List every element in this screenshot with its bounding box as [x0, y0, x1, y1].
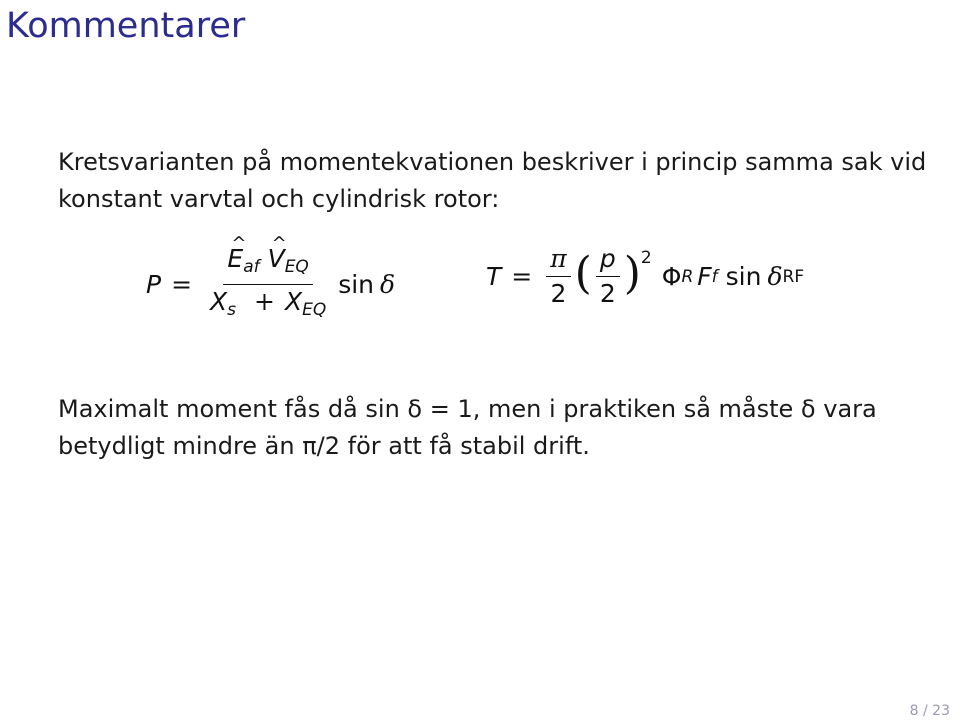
plus-sign: +: [253, 287, 275, 316]
squared-exponent: 2: [640, 248, 652, 268]
intro-paragraph: Kretsvarianten på momentekvationen beskriver i princip samma sak vid konstant varvtal och cylindrisk rotor:: [58, 148, 927, 213]
power-denominator: [206, 285, 330, 325]
pole-denominator: 2: [599, 279, 616, 308]
pi-denominator: 2: [550, 279, 567, 308]
flux-subscript: R: [681, 266, 694, 287]
voltage-subscript: EQ: [284, 257, 309, 277]
conclusion-paragraph: Maximalt moment fås då sin δ = 1, men i praktiken så måste δ vara betydligt mindre än π/2 för att få stabil drift.: [58, 395, 877, 460]
pi-fraction: [546, 244, 570, 309]
delta-subscript: RF: [782, 266, 805, 287]
sin-function: sin: [725, 262, 762, 291]
pole-numerator: p: [596, 244, 620, 277]
reactance-eq-subscript: EQ: [302, 300, 327, 320]
delta-symbol: δ: [380, 270, 396, 299]
equals-sign: =: [171, 270, 193, 299]
power-numerator: [223, 244, 312, 285]
sin-function: sin: [338, 270, 375, 299]
emf-subscript: af: [243, 257, 260, 277]
delta-symbol: δ: [767, 262, 783, 291]
reactance-s-subscript: s: [227, 300, 237, 320]
left-paren: (: [574, 247, 592, 299]
torque-lhs: T: [486, 262, 502, 291]
right-paren: ): [623, 247, 641, 299]
force-symbol: F: [697, 262, 712, 291]
power-lhs: P: [146, 270, 162, 299]
force-subscript: f: [711, 266, 718, 287]
torque-formula: [486, 244, 804, 309]
reactance-s-symbol: X: [210, 287, 228, 316]
power-formula: [146, 244, 395, 325]
power-fraction: [206, 244, 330, 325]
equals-sign: =: [511, 262, 533, 291]
slide-title: Kommentarer: [6, 6, 246, 46]
slide-number: 8 / 23: [909, 703, 950, 719]
pi-numerator: π: [546, 244, 570, 277]
emf-symbol: ^ E: [227, 244, 243, 274]
pole-fraction: [596, 244, 620, 309]
reactance-eq-symbol: X: [284, 287, 303, 316]
voltage-symbol: ^ V: [268, 244, 285, 274]
flux-symbol: Φ: [661, 262, 682, 291]
